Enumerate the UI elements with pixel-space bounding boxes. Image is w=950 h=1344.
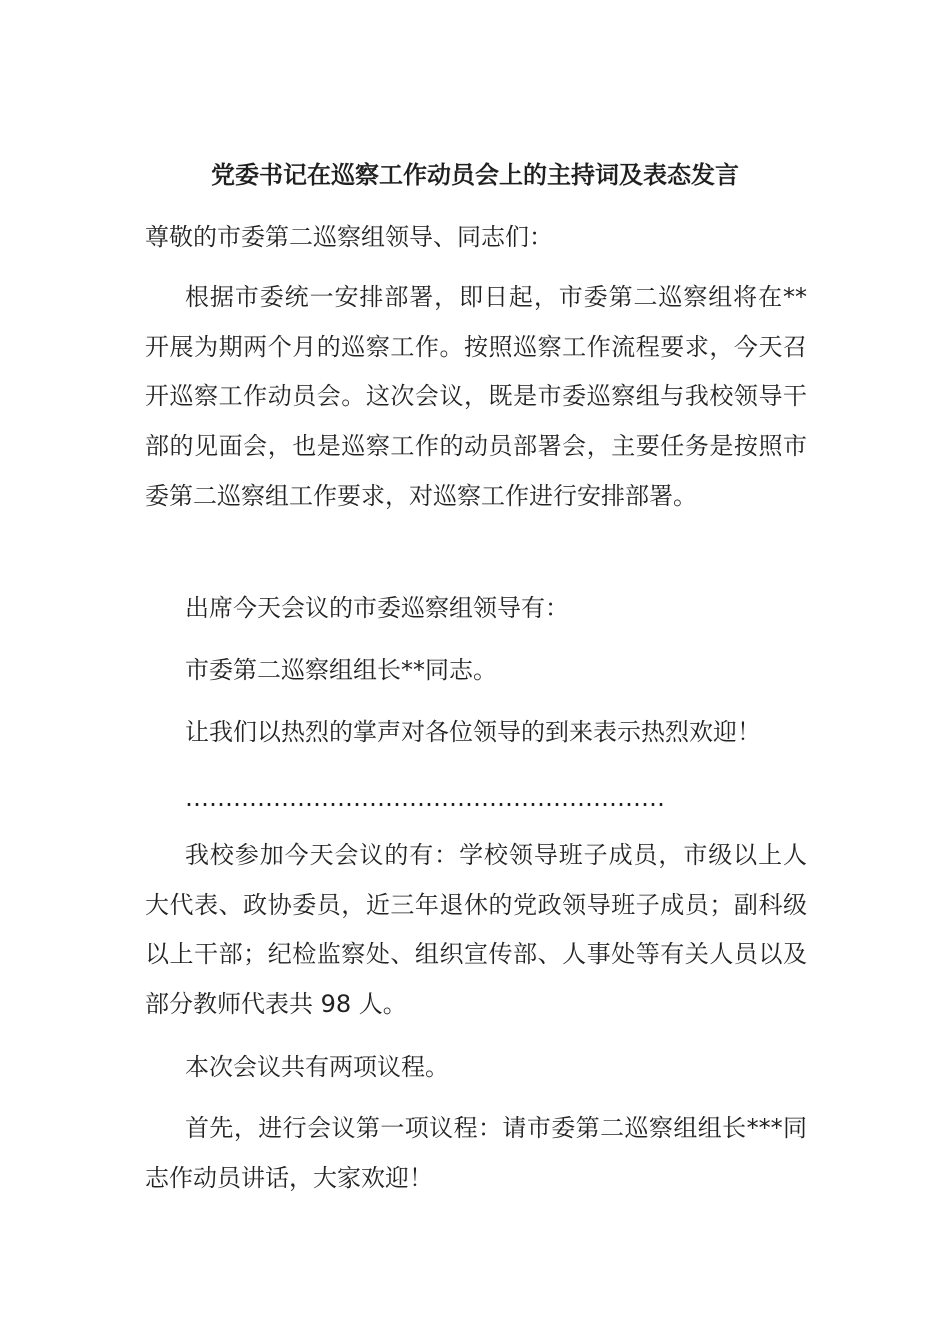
paragraph-agenda-count: 本次会议共有两项议程。 (185, 1053, 449, 1081)
document-title: 党委书记在巡察工作动员会上的主持词及表态发言 (211, 161, 739, 189)
paragraph-arrangement: 根据市委统一安排部署，即日起，市委第二巡察组将在**开展为期两个月的巡察工作。按照巡察工作流程要求，今天召开巡察工作动员会。这次会议，既是市委巡察组与我校领导干部的见面会，也是巡察工作的动员部署会，主要任务是按照市委第二巡察组工作要求，对巡察工作进行安排部署。 (145, 283, 807, 510)
paragraph-first-agenda: 首先，进行会议第一项议程：请市委第二巡察组组长***同志作动员讲话，大家欢迎！ (145, 1114, 807, 1192)
salutation: 尊敬的市委第二巡察组领导、同志们： (145, 223, 553, 251)
paragraph-team-leader: 市委第二巡察组组长**同志。 (185, 656, 497, 684)
paragraph-attending-leaders: 出席今天会议的市委巡察组领导有： (185, 594, 569, 622)
paragraph-welcome: 让我们以热烈的掌声对各位领导的到来表示热烈欢迎！ (185, 718, 761, 746)
paragraph-attendees: 我校参加今天会议的有：学校领导班子成员，市级以上人大代表、政协委员，近三年退休的党政领导班子成员；副科级以上干部；纪检监察处、组织宣传部、人事处等有关人员以及部分教师代表共 98 人。 (145, 841, 807, 1019)
ellipsis-separator: …………………………………………………… (185, 784, 665, 812)
